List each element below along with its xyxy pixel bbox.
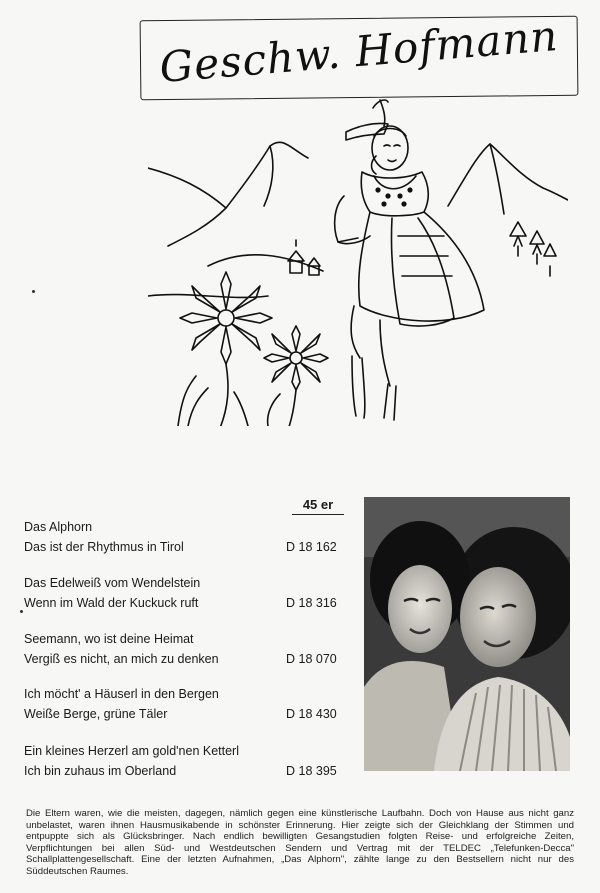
alpine-illustration: [148, 96, 568, 426]
record-title-b: Das ist der Rhythmus in Tirol: [24, 540, 184, 554]
record-title-b: Vergiß es nicht, an mich zu denken: [24, 652, 219, 666]
record-title-b: Ich bin zuhaus im Oberland: [24, 764, 177, 778]
portrait-photo: [364, 497, 570, 771]
mountain-icon: [148, 142, 568, 297]
record-title-b: Weiße Berge, grüne Täler: [24, 707, 168, 721]
record-title-a: Ich möcht' a Häuserl in den Bergen: [24, 687, 219, 701]
chapel-icon: [288, 240, 320, 275]
record-title-a: Das Edelweiß vom Wendelstein: [24, 576, 201, 590]
catalog-number: D 18 162: [286, 540, 337, 554]
fir-tree-icon: [510, 222, 556, 276]
page-title: Geschw. Hofmann: [157, 11, 561, 92]
title-banner: [140, 11, 579, 101]
record-title-a: Das Alphorn: [24, 520, 93, 534]
portrait-photo-icon: [364, 497, 570, 771]
catalog-number: D 18 070: [286, 652, 337, 666]
print-speck: [20, 610, 23, 613]
edelweiss-flower-icon: [178, 272, 328, 426]
record-title-a: Ein kleines Herzerl am gold'nen Ketterl: [24, 744, 239, 758]
print-speck: [32, 290, 35, 293]
catalog-number: D 18 316: [286, 596, 337, 610]
catalog-number: D 18 395: [286, 764, 337, 778]
format-header: 45 er: [292, 497, 344, 515]
alpine-woman-icon: [335, 100, 484, 420]
catalog-number: D 18 430: [286, 707, 337, 721]
record-title-b: Wenn im Wald der Kuckuck ruft: [24, 596, 199, 610]
record-title-a: Seemann, wo ist deine Heimat: [24, 632, 194, 646]
bio-paragraph: Die Eltern waren, wie die meisten, dagegen, nämlich gegen eine künstlerische Laufbahn. Doch von Hause aus nicht ganz unbelastet, waren ihnen Hausmusikabende in schönster Erinnerung. Hier zeigte sich der Gleichklang der Stimmen und entpuppte sich als Glücksbringer. Nach endlich bewilligten Gesangstudien folgten Reise- und erfolgreiche Zeiten, Verpflichtungen bei allen Süd- und Westdeutschen Sendern und Vertrag mit der TELDEC „Telefunken-Decca" Schallplattengesellschaft. Eine der letzten Aufnahmen, „Das Alphorn", zählte lange zu den Bestsellern nicht nur des Süddeutschen Raumes.: [26, 808, 574, 877]
